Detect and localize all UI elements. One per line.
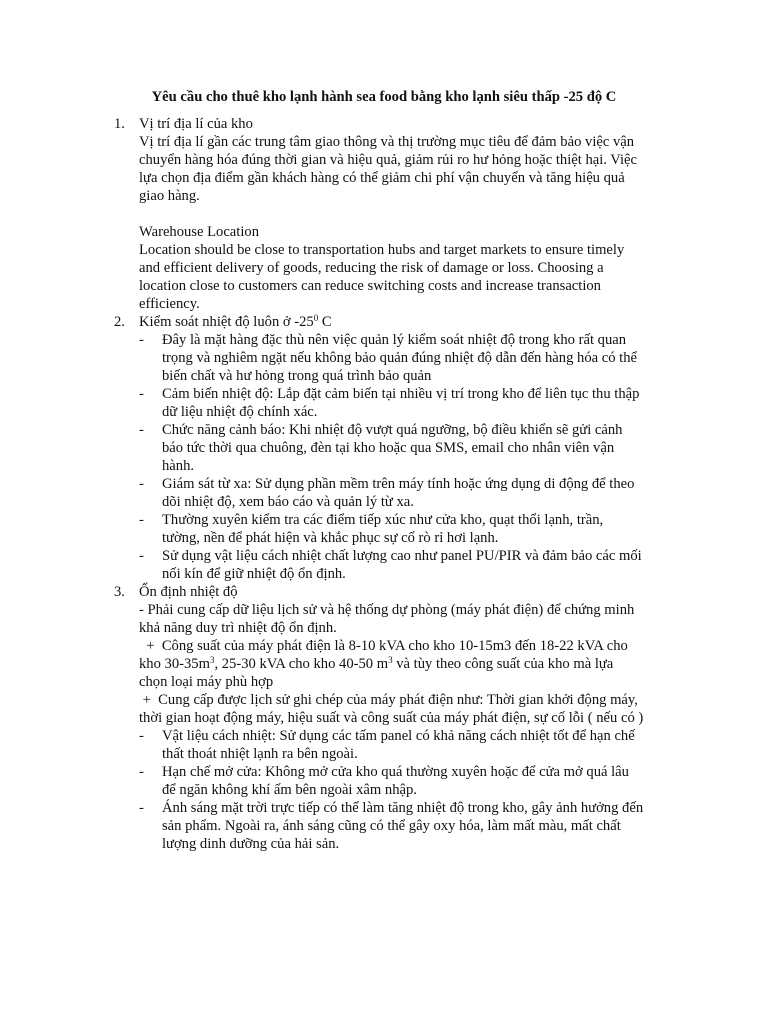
- list-item: [139, 511, 674, 547]
- bullet-list: [139, 331, 674, 583]
- list-item-line: để ngăn không khí ấm bên ngoài xâm nhập.: [162, 782, 417, 798]
- section-number: 3.: [114, 584, 125, 600]
- document-title: Yêu cầu cho thuê kho lạnh hành sea food bằng kho lạnh siêu thấp -25 độ C: [151, 89, 617, 105]
- list-item-line: biến chất và hư hỏng trong quá trình bảo quản: [162, 368, 432, 384]
- section-heading: Kiểm soát nhiệt độ luôn ở $-25^0$ C: [139, 313, 332, 330]
- list-item: [139, 763, 674, 799]
- paragraph-line: thời gian hoạt động máy, hiệu suất và công suất của máy phát điện, sự cố lỗi ( nếu có ): [139, 710, 644, 726]
- section-3: [114, 583, 674, 853]
- list-item-line: hành.: [162, 458, 195, 474]
- bullet-dash: -: [139, 512, 144, 528]
- list-item-line: Vật liệu cách nhiệt: Sử dụng các tấm panel có khả năng cách nhiệt tốt để hạn chế: [162, 728, 635, 744]
- list-item-line: thất thoát nhiệt lạnh ra bên ngoài.: [162, 746, 358, 762]
- list-item-line: báo tức thời qua chuông, đèn tại kho hoặc qua SMS, email cho nhân viên vận: [162, 440, 615, 456]
- list-item-line: Đây là mặt hàng đặc thù nên việc quản lý kiểm soát nhiệt độ trong kho rất quan: [162, 332, 627, 348]
- list-item-line: Hạn chế mở cửa: Không mở cửa kho quá thường xuyên hoặc để cửa mở quá lâu: [162, 764, 629, 780]
- bullet-dash: -: [139, 764, 144, 780]
- section-2: [114, 313, 674, 583]
- list-item: [139, 385, 674, 421]
- list-item-line: Thường xuyên kiểm tra các điểm tiếp xúc như cửa kho, quạt thổi lạnh, trần,: [162, 512, 604, 528]
- list-item-line: nối kín để giữ nhiệt độ ổn định.: [162, 566, 346, 582]
- document-body: [114, 115, 674, 853]
- paragraph-line: + Cung cấp được lịch sử ghi chép của máy phát điện như: Thời gian khởi động máy,: [139, 692, 638, 708]
- bullet-list: [139, 727, 674, 853]
- paragraph-line: Location should be close to transportation hubs and target markets to ensure timely: [139, 242, 625, 258]
- list-item-line: sản phẩm. Ngoài ra, ánh sáng cũng có thể gây oxy hóa, làm mất màu, mất chất: [162, 818, 621, 834]
- section-heading: Ổn định nhiệt độ: [139, 584, 238, 600]
- section-number: 1.: [114, 116, 125, 132]
- paragraph-line: location close to customers can reduce switching costs and increase transaction: [139, 278, 601, 294]
- english-heading: Warehouse Location: [139, 224, 259, 240]
- list-item: [139, 727, 674, 763]
- list-item: [139, 547, 674, 583]
- paragraph-line: and efficient delivery of goods, reducing the risk of damage or loss. Choosing a: [139, 260, 604, 276]
- bullet-dash: -: [139, 422, 144, 438]
- paragraph-line: Vị trí địa lí gần các trung tâm giao thông và thị trường mục tiêu để đảm bảo việc vận: [139, 134, 635, 150]
- list-item: [139, 799, 674, 853]
- section-number: 2.: [114, 314, 125, 330]
- bullet-dash: -: [139, 386, 144, 402]
- list-item: [139, 331, 674, 385]
- paragraph-line: efficiency.: [139, 296, 200, 312]
- paragraph-line: chuyển hàng hóa đúng thời gian và hiệu quả, giảm rủi ro hư hỏng hoặc thiệt hại. Việc: [139, 152, 637, 168]
- list-item-line: Giám sát từ xa: Sử dụng phần mềm trên máy tính hoặc ứng dụng di động để theo: [162, 476, 635, 492]
- paragraph-line: lựa chọn địa điểm gần khách hàng có thể giảm chi phí vận chuyển và tăng hiệu quả: [139, 170, 625, 186]
- list-item: [139, 421, 674, 475]
- list-item-line: lượng dinh dưỡng của hải sản.: [162, 836, 340, 852]
- bullet-dash: -: [139, 548, 144, 564]
- list-item-line: tường, nền để phát hiện và khắc phục sự cố rò rỉ hơi lạnh.: [162, 530, 499, 546]
- list-item: [139, 475, 674, 511]
- list-item-line: dõi nhiệt độ, xem báo cáo và quản lý từ xa.: [162, 494, 414, 510]
- paragraph-line: giao hàng.: [139, 188, 200, 204]
- list-item-line: trọng và nghiêm ngặt nếu không bảo quản đúng nhiệt độ dẫn đến hàng hóa có thể: [162, 350, 637, 366]
- bullet-dash: -: [139, 728, 144, 744]
- bullet-dash: -: [139, 800, 144, 816]
- bullet-dash: -: [139, 476, 144, 492]
- list-item-line: dữ liệu nhiệt độ chính xác.: [162, 404, 318, 420]
- section-1: [114, 115, 674, 313]
- paragraph-line: + Công suất của máy phát điện là 8-10 kVA cho kho 10-15m3 đến 18-22 kVA cho: [139, 638, 628, 654]
- list-item-line: Chức năng cảnh báo: Khi nhiệt độ vượt quá ngưỡng, bộ điều khiển sẽ gửi cảnh: [162, 422, 623, 438]
- section-heading: Vị trí địa lí của kho: [139, 116, 253, 132]
- blank-line: [139, 205, 674, 223]
- paragraph-line: - Phải cung cấp dữ liệu lịch sử và hệ thống dự phòng (máy phát điện) để chứng minh: [139, 602, 635, 618]
- list-item-line: Sử dụng vật liệu cách nhiệt chất lượng cao như panel PU/PIR và đảm bảo các mối: [162, 548, 642, 564]
- paragraph-line: khả năng duy trì nhiệt độ ổn định.: [139, 620, 337, 636]
- list-item-line: Cảm biến nhiệt độ: Lắp đặt cảm biến tại nhiều vị trí trong kho để liên tục thu thập: [162, 386, 640, 402]
- paragraph-line: kho $30-35m^3$, 25-30 kVA cho kho 40-50 $m^3$ và tùy theo công suất của kho mà lựa: [139, 655, 614, 672]
- list-item-line: Ánh sáng mặt trời trực tiếp có thể làm tăng nhiệt độ trong kho, gây ảnh hưởng đến: [162, 800, 644, 816]
- bullet-dash: -: [139, 332, 144, 348]
- paragraph-line: chọn loại máy phù hợp: [139, 674, 274, 690]
